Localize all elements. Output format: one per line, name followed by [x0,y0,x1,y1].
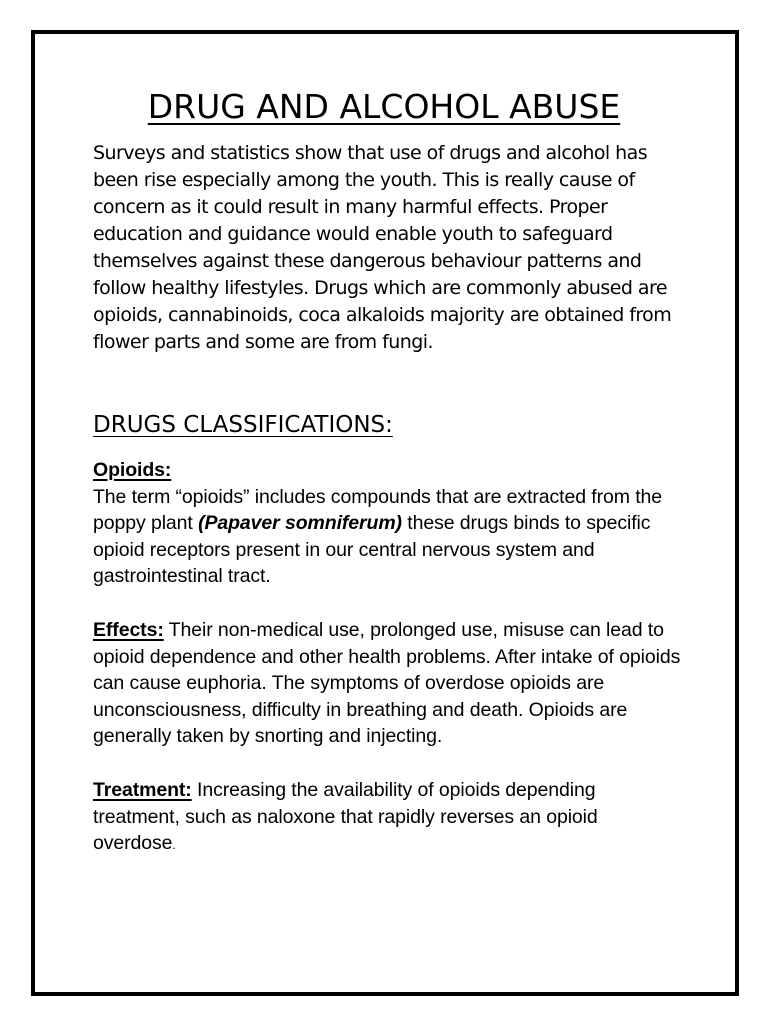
document-title: DRUG AND ALCOHOL ABUSE [147,87,621,126]
document-body [93,140,683,859]
effects-label: Effects: [93,618,164,641]
opioids-section [93,457,683,590]
opioids-text-after: these drugs binds to specific opioid receptors present in our central nervous system and gastrointestinal tract. [93,512,651,588]
treatment-end-mark: . [172,838,176,853]
opioids-latin-name: (Papaver somniferum) [198,512,402,535]
opioids-label: Opioids: [93,459,172,481]
effects-text: Their non-medical use, prolonged use, misuse can lead to opioid dependence and other health problems. After intake of opioids can cause euphoria. The symptoms of overdose opioids are unconsciousness, difficulty in breathing and death. Opioids are generally taken by snorting and injecting. [93,618,681,748]
treatment-label: Treatment: [93,778,192,801]
intro-paragraph: Surveys and statistics show that use of drugs and alcohol has been rise especially among the youth. This is really cause of concern as it could result in many harmful effects. Proper education and guidance would enable youth to safeguard themselves against these dangerous behaviour patterns and follow healthy lifestyles. Drugs which are commonly abused are opioids, cannabinoids, coca alkaloids majority are obtained from flower parts and some are from fungi. [93,142,672,353]
treatment-section [93,777,683,859]
opioids-text-before: The term “opioids” includes compounds that are extracted from the poppy plant [93,485,663,535]
section-heading: DRUGS CLASSIFICATIONS: [93,412,393,438]
treatment-text: Increasing the availability of opioids depending treatment, such as naloxone that rapidly reverses an opioid overdose [93,778,598,855]
effects-section [93,617,683,750]
